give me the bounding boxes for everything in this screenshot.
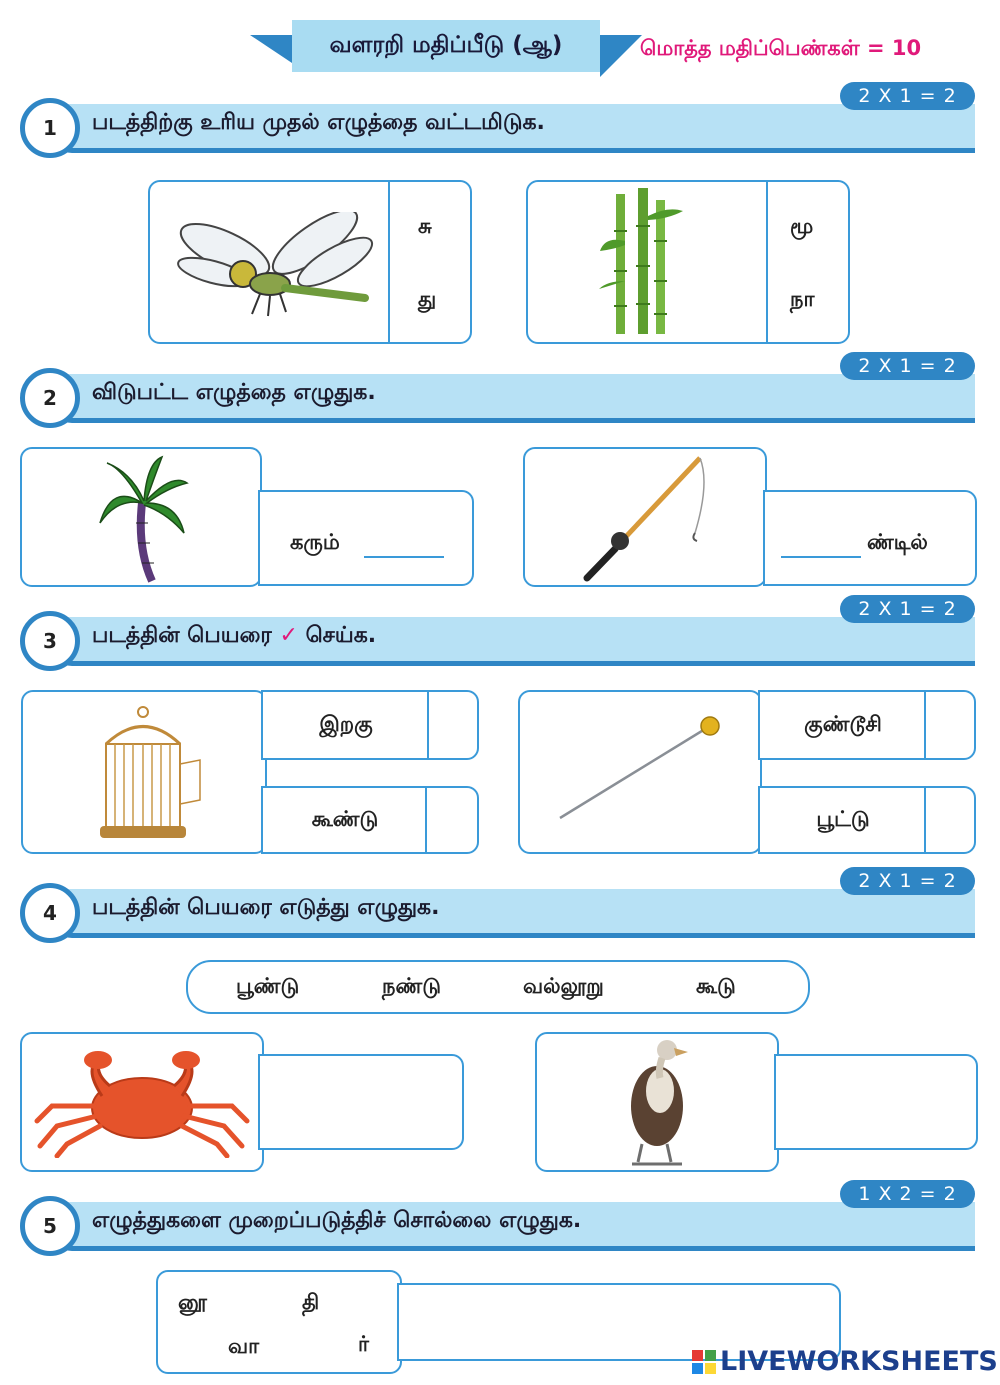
dragonfly-icon bbox=[165, 212, 375, 322]
q2-right-picture-card bbox=[523, 447, 767, 587]
word-bank-item: நண்டு bbox=[382, 974, 441, 998]
brand-name: LIVEWORKSHEETS bbox=[720, 1346, 998, 1377]
jumbled-letter: வா bbox=[228, 1334, 260, 1358]
option-letter[interactable]: மூ bbox=[790, 214, 814, 238]
question-text: எழுத்துகளை முறைப்படுத்திச் சொல்லை எழுதுக. bbox=[92, 1208, 582, 1233]
word-bank bbox=[186, 960, 810, 1014]
option-word: இறகு bbox=[261, 690, 431, 760]
word-bank-item: கூடு bbox=[696, 974, 736, 998]
fishing-rod-icon bbox=[575, 453, 715, 583]
option-letter[interactable]: நா bbox=[790, 287, 815, 311]
question-text: படத்திற்கு உரிய முதல் எழுத்தை வட்டமிடுக. bbox=[92, 110, 545, 135]
q4-left-answer-box[interactable] bbox=[258, 1054, 464, 1150]
question-number: 3 bbox=[20, 611, 80, 671]
option-word: கூண்டு bbox=[261, 786, 429, 854]
sugarcane-icon bbox=[92, 453, 192, 583]
logo-icon bbox=[692, 1350, 716, 1374]
question-number: 4 bbox=[20, 883, 80, 943]
question-number: 1 bbox=[20, 98, 80, 158]
ribbon-left-icon bbox=[250, 35, 298, 67]
word-stem: கரும் bbox=[290, 530, 340, 554]
word-stem: ண்டில் bbox=[867, 530, 928, 554]
q3-left-picture-card bbox=[21, 690, 267, 854]
marks-badge: 1 X 2 = 2 bbox=[840, 1180, 975, 1208]
q2-left-picture-card bbox=[20, 447, 262, 587]
brand-logo bbox=[692, 1346, 998, 1377]
blank-line[interactable] bbox=[364, 556, 444, 558]
q4-right-picture-card bbox=[535, 1032, 779, 1172]
check-box[interactable] bbox=[924, 786, 976, 854]
check-icon: ✓ bbox=[279, 623, 298, 648]
question-text: படத்தின் பெயரை எடுத்து எழுதுக. bbox=[92, 895, 440, 920]
q4-left-picture-card bbox=[20, 1032, 264, 1172]
bamboo-icon bbox=[598, 186, 698, 336]
jumbled-letter: னூ bbox=[178, 1290, 207, 1314]
check-box[interactable] bbox=[427, 690, 479, 760]
marks-badge: 2 X 1 = 2 bbox=[840, 82, 975, 110]
question-text: விடுபட்ட எழுத்தை எழுதுக. bbox=[92, 380, 376, 405]
question-text: செய்க. bbox=[305, 623, 377, 648]
total-marks: மொத்த மதிப்பெண்கள் = 10 bbox=[640, 36, 922, 60]
question-3-bar bbox=[20, 598, 975, 669]
vulture-icon bbox=[612, 1036, 702, 1168]
page-title: வளரறி மதிப்பீடு (ஆ) bbox=[292, 20, 600, 72]
jumbled-letter: தி bbox=[302, 1290, 320, 1314]
word-bank-item: வல்லூறு bbox=[523, 974, 604, 998]
marks-badge: 2 X 1 = 2 bbox=[840, 352, 975, 380]
pin-icon bbox=[555, 714, 725, 824]
blank-line[interactable] bbox=[781, 556, 861, 558]
question-4-bar bbox=[20, 870, 975, 941]
question-text: படத்தின் பெயரை bbox=[92, 623, 272, 648]
question-5-bar bbox=[20, 1183, 975, 1254]
cage-icon bbox=[98, 704, 208, 844]
question-number: 5 bbox=[20, 1196, 80, 1256]
option-letter[interactable]: து bbox=[418, 287, 437, 311]
word-bank-item: பூண்டு bbox=[236, 974, 300, 998]
crab-icon bbox=[32, 1046, 252, 1158]
marks-badge: 2 X 1 = 2 bbox=[840, 867, 975, 895]
q3-right-picture-card bbox=[518, 690, 762, 854]
question-number: 2 bbox=[20, 368, 80, 428]
jumbled-letters-card bbox=[156, 1270, 402, 1374]
title-banner bbox=[250, 20, 640, 75]
question-2-bar bbox=[20, 355, 975, 426]
option-word: பூட்டு bbox=[758, 786, 928, 854]
marks-badge: 2 X 1 = 2 bbox=[840, 595, 975, 623]
ribbon-right-icon bbox=[600, 35, 642, 77]
check-box[interactable] bbox=[425, 786, 479, 854]
jumbled-letter: ர் bbox=[358, 1332, 369, 1356]
q2-left-answer-card bbox=[258, 490, 474, 586]
q4-right-answer-box[interactable] bbox=[774, 1054, 978, 1150]
option-letter[interactable]: சு bbox=[418, 214, 432, 238]
question-1-bar bbox=[20, 85, 975, 156]
q1-right-card bbox=[526, 180, 848, 344]
check-box[interactable] bbox=[924, 690, 976, 760]
option-word: குண்டூசி bbox=[758, 690, 928, 760]
q1-left-card bbox=[148, 180, 470, 344]
q2-right-answer-card bbox=[763, 490, 977, 586]
